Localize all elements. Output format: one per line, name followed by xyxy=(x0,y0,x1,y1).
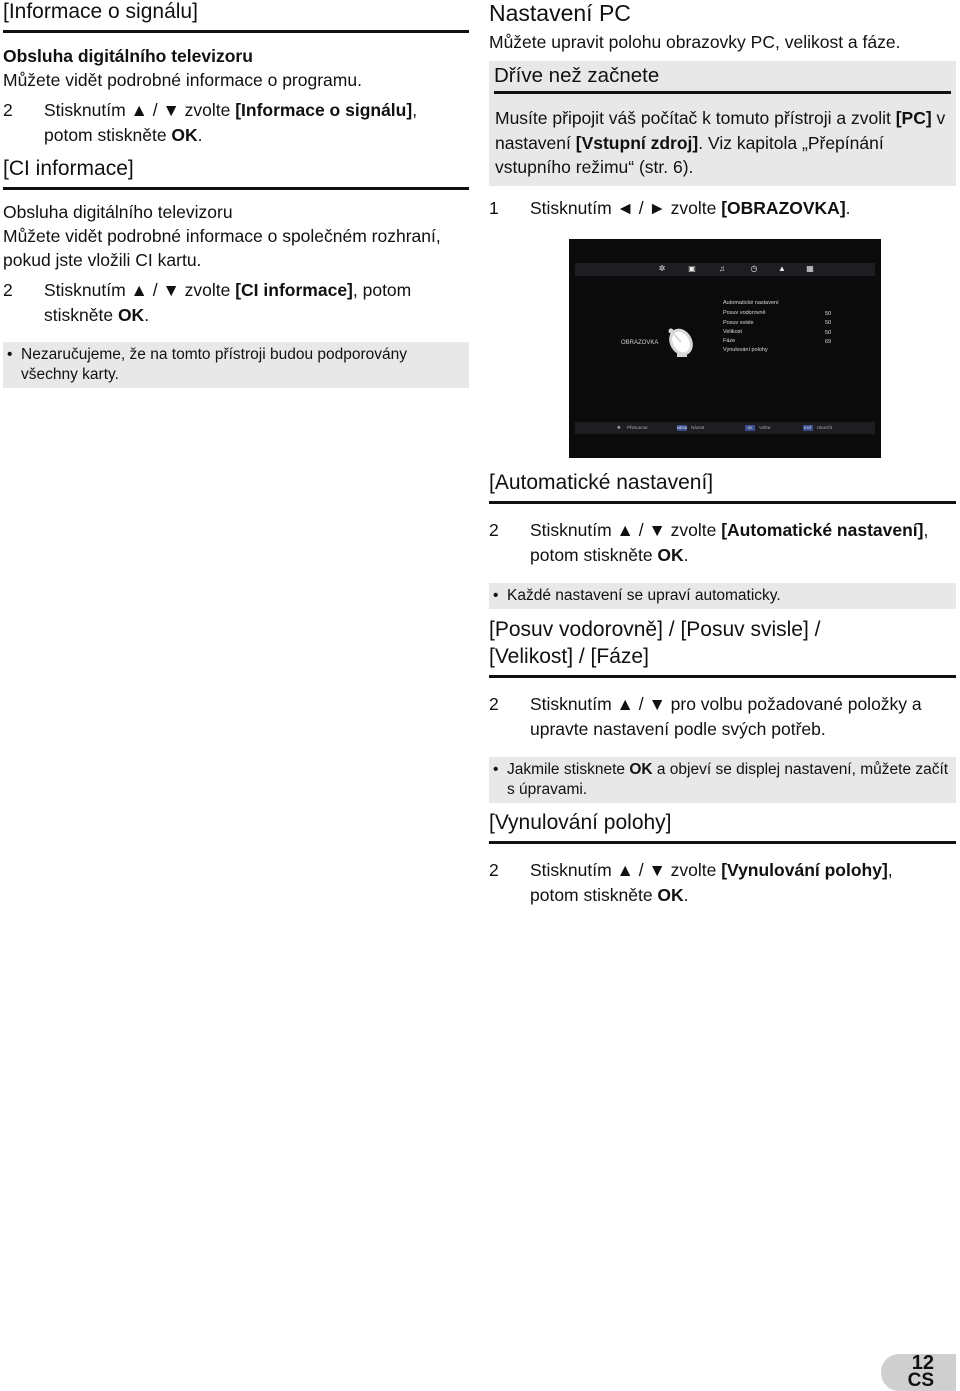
step-number: 2 xyxy=(3,100,13,120)
ci-step: 2 Stisknutím ▲ / ▼ zvolte [CI informace], potom stiskněte OK. xyxy=(3,278,469,327)
tv-item-phase: Fáze xyxy=(723,338,736,344)
ci-info-heading: [CI informace] xyxy=(3,156,469,190)
monitor-icon: ▣ xyxy=(688,264,696,273)
step-number: 1 xyxy=(489,197,499,218)
tv-item-v-shift: Posuv svisle xyxy=(723,320,754,326)
signal-step: 2 Stisknutím ▲ / ▼ zvolte [Informace o signálu], potom stiskněte OK. xyxy=(3,98,469,147)
gear-icon: ✲ xyxy=(658,264,666,273)
pc-settings-heading: Nastavení PC xyxy=(489,0,631,26)
ci-subheading: Obsluha digitálního televizoru xyxy=(3,202,233,222)
left-column xyxy=(3,0,469,388)
reset-heading: [Vynulování polohy] xyxy=(489,810,956,844)
tv-menu-label: OBRAZOVKA xyxy=(621,340,659,346)
menu-key: MENU xyxy=(677,426,688,430)
step-number: 2 xyxy=(489,860,499,880)
bullet: • xyxy=(493,761,499,778)
grid-icon: ▦ xyxy=(806,264,814,273)
language-code: CS xyxy=(907,1370,934,1391)
lock-icon: ▲ xyxy=(778,264,786,273)
step-number: 2 xyxy=(489,694,499,714)
signal-info-heading: [Informace o signálu] xyxy=(3,0,469,33)
tv-screen-illustration xyxy=(569,239,881,458)
ci-note: • Nezaručujeme, že na tomto přístroji budou podporovány všechny karty. xyxy=(3,342,469,388)
tv-value-v-shift: 50 xyxy=(825,320,832,326)
satellite-dish-icon xyxy=(665,325,695,359)
before-you-begin-heading: Dříve než začnete xyxy=(494,61,951,94)
tv-footer-exit: Ukončit xyxy=(817,425,833,430)
tv-item-size: Velikost xyxy=(723,329,742,335)
step-number: 2 xyxy=(3,280,13,300)
position-note: • Jakmile stisknete OK a objeví se displej nastavení, můžete začít s úpravami. xyxy=(489,757,956,803)
page-number-tab xyxy=(881,1354,956,1391)
auto-settings-heading: [Automatické nastavení] xyxy=(489,470,956,504)
pc-settings-text: Můžete upravit polohu obrazovky PC, velikost a fáze. xyxy=(489,32,901,52)
position-step: 2 Stisknutím ▲ / ▼ pro volbu požadované položky a upravte nastavení podle svých potřeb. xyxy=(489,692,956,741)
tv-item-reset: Vynulování polohy xyxy=(723,347,768,353)
reset-step: 2 Stisknutím ▲ / ▼ zvolte [Vynulování polohy], potom stiskněte OK. xyxy=(489,858,956,907)
step-1: 1 Stisknutím ◄ / ► zvolte [OBRAZOVKA]. xyxy=(489,196,956,221)
before-you-begin-text: Musíte připojit váš počítač k tomuto přístroji a zvolit [PC] v nastavení [Vstupní zdroj]. Viz kapitola „Přepínání vstupního režimu“ (str. 6). xyxy=(495,108,946,177)
bullet: • xyxy=(7,346,13,363)
before-you-begin-box xyxy=(489,61,956,186)
lower-right-content xyxy=(489,470,956,907)
exit-key: EXIT xyxy=(804,426,812,430)
tv-item-h-shift: Posuv vodorovně xyxy=(723,310,766,316)
music-note-icon: ♫ xyxy=(719,264,725,273)
page-number: 12 xyxy=(911,1352,934,1374)
tv-item-auto: Automatické nastavení xyxy=(723,300,779,306)
position-heading: [Posuv vodorovně] / [Posuv svisle] / [Velikost] / [Fáze] xyxy=(489,616,956,678)
ci-text: Můžete vidět podrobné informace o společném rozhraní, pokud jste vložili CI kartu. xyxy=(3,226,441,270)
tv-footer-move: Přesunout xyxy=(627,425,648,430)
tv-footer-select: Volba xyxy=(759,425,771,430)
tv-value-size: 50 xyxy=(825,330,832,336)
bullet: • xyxy=(493,587,499,604)
clock-icon: ◷ xyxy=(750,264,758,273)
tv-footer-back: Návrat xyxy=(691,425,705,430)
tv-value-h-shift: 50 xyxy=(825,311,832,317)
step-number: 2 xyxy=(489,520,499,540)
signal-text: Můžete vidět podrobné informace o programu. xyxy=(3,70,362,90)
signal-subheading: Obsluha digitálního televizoru xyxy=(3,46,253,66)
ok-key: OK xyxy=(745,425,755,431)
auto-step: 2 Stisknutím ▲ / ▼ zvolte [Automatické nastavení], potom stiskněte OK. xyxy=(489,518,956,567)
tv-value-phase: 69 xyxy=(825,339,832,345)
move-arrows-icon: ✥ xyxy=(617,425,621,430)
auto-note: • Každé nastavení se upraví automaticky. xyxy=(489,583,956,609)
